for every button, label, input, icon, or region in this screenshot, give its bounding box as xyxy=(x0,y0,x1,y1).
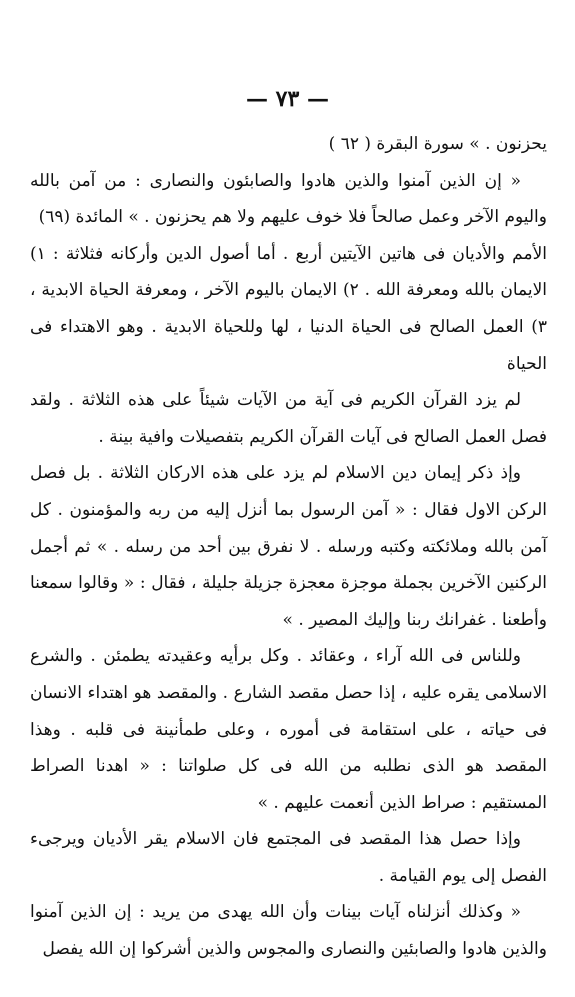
paragraph-pillars-of-religion: الأمم والأديان فى هاتين الآيتين أربع . أما أصول الدين وأركانه فثلاثة : ١) الايمان بالله ومعرفة الله . ٢) الايمان باليوم الآخر ، ومعرفة الحياة الابدية ، ٣) العمل الصالح فى الحياة الدنيا ، لها وللحياة الابدية . وهو الاهتداء فى الحياة xyxy=(30,243,547,374)
paragraph-maidah-verse: « إن الذين آمنوا والذين هادوا والصابئون والنصارى : من آمن بالله واليوم الآخر وعمل صالحاً فلا خوف عليهم ولا هم يحزنون . » المائدة (٦٩) xyxy=(30,170,547,228)
body-text xyxy=(30,126,547,968)
paragraph-people-beliefs: وللناس فى الله آراء ، وعقائد . وكل برأيه وعقيدته يطمئن . والشرع الاسلامى يقره عليه ، إذا حصل مقصد الشارع . والمقصد هو اهتداء الانسان فى حياته ، على استقامة فى أموره ، وعلى طمأنينة فى قلبه . وهذا المقصد هو الذى نطلبه من الله فى كل صلواتنا : « اهدنا الصراط المستقيم : صراط الذين أنعمت عليهم . » xyxy=(30,646,547,813)
paragraph-hajj-verse: « وكذلك أنزلناه آيات بينات وأن الله يهدى من يريد : إن الذين آمنوا والذين هادوا والصابئين والنصارى والمجوس والذين أشركوا إن الله يفصل xyxy=(30,902,547,960)
paragraph-quran-detail: لم يزد القرآن الكريم فى آية من الآيات شيئاً على هذه الثلاثة . ولقد فصل العمل الصالح فى آيات القرآن الكريم بتفصيلات وافية بينة . xyxy=(30,390,547,447)
paragraph-islam-faith: وإذ ذكر إيمان دين الاسلام لم يزد على هذه الاركان الثلاثة . بل فصل الركن الاول فقال : « آمن الرسول بما أنزل إليه من ربه والمؤمنون . كل آمن بالله وملائكته وكتبه ورسله . لا نفرق بين أحد من رسله . » ثم أجمل الركنين الآخرين بجملة موجزة معجزة جزيلة جليلة ، فقال : « وقالوا سمعنا وأطعنا . غفرانك ربنا وإليك المصير . » xyxy=(30,463,547,630)
paragraph-society-goal: وإذا حصل هذا المقصد فى المجتمع فان الاسلام يقر الأديان ويرجىء الفصل إلى يوم القيامة . xyxy=(30,829,547,886)
paragraph-surah-baqarah-ref: يحزنون . » سورة البقرة ( ٦٢ ) xyxy=(328,134,547,154)
page-number: — ٧٣ — xyxy=(246,86,329,112)
